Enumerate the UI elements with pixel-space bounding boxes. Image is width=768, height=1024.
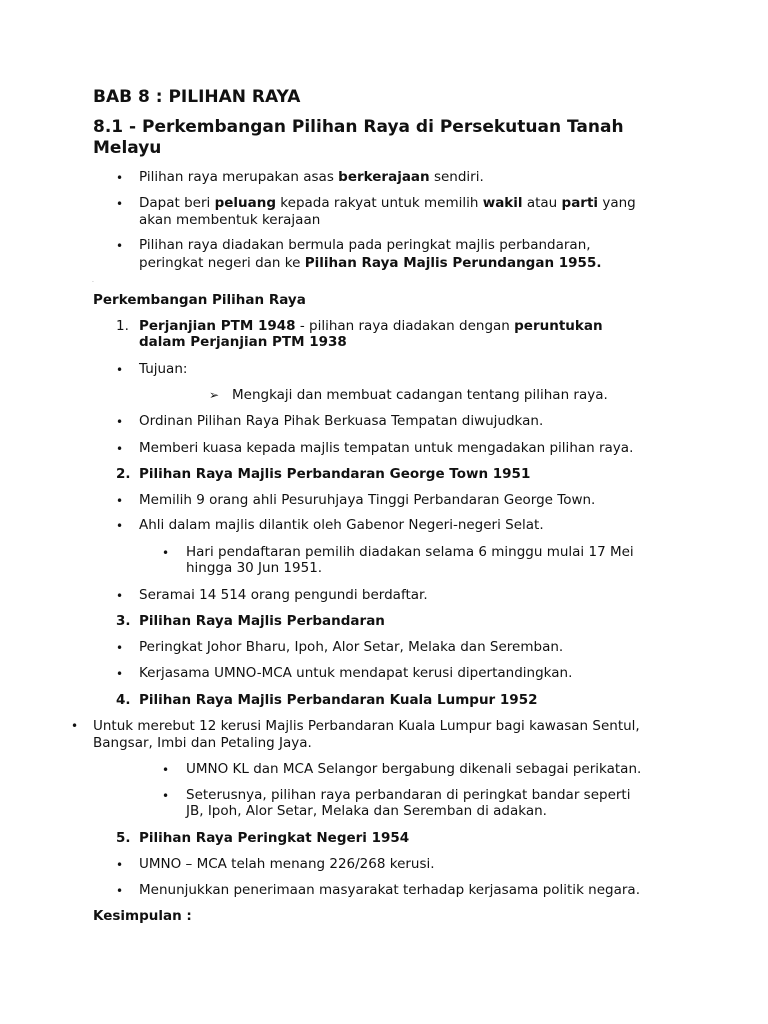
- bullet-icon: •: [116, 858, 124, 872]
- bullet-icon: •: [162, 763, 170, 777]
- bullet-icon: •: [162, 789, 170, 803]
- list-item: Untuk merebut 12 kerusi Majlis Perbandaran Kuala Lumpur bagi kawasan Sentul,: [93, 718, 640, 734]
- list-item: Tujuan:: [139, 361, 188, 377]
- list-item: Kerjasama UMNO-MCA untuk mendapat kerusi dipertandingkan.: [139, 665, 573, 681]
- numbered-item: Pilihan Raya Peringkat Negeri 1954: [139, 830, 410, 846]
- bullet-icon: •: [116, 363, 124, 377]
- list-item: Pilihan raya merupakan asas berkerajaan sendiri.: [139, 169, 484, 185]
- bullet-icon: •: [116, 442, 124, 456]
- list-item-continued: hingga 30 Jun 1951.: [186, 560, 323, 576]
- list-number: 5.: [116, 830, 131, 846]
- bullet-icon: •: [116, 494, 124, 508]
- page-title: BAB 8 : PILIHAN RAYA: [93, 87, 301, 107]
- arrow-bullet-icon: ➢: [209, 388, 220, 402]
- list-item: Memberi kuasa kepada majlis tempatan untuk mengadakan pilihan raya.: [139, 440, 634, 456]
- bullet-icon: •: [116, 667, 124, 681]
- numbered-item: Pilihan Raya Majlis Perbandaran George Town 1951: [139, 466, 531, 482]
- stray-dot: .: [92, 277, 94, 284]
- section-title-line1: 8.1 - Perkembangan Pilihan Raya di Persekutuan Tanah: [93, 117, 624, 137]
- list-item: Memilih 9 orang ahli Pesuruhjaya Tinggi Perbandaran George Town.: [139, 492, 596, 508]
- bullet-icon: •: [162, 546, 170, 560]
- list-item-continued: peringkat negeri dan ke Pilihan Raya Majlis Perundangan 1955.: [139, 255, 602, 271]
- list-item-continued: akan membentuk kerajaan: [139, 212, 321, 228]
- subsection-heading: Perkembangan Pilihan Raya: [93, 292, 306, 308]
- bullet-icon: •: [116, 197, 124, 211]
- list-number: 2.: [116, 466, 131, 482]
- list-item-continued: Bangsar, Imbi dan Petaling Jaya.: [93, 735, 312, 751]
- bullet-icon: •: [116, 641, 124, 655]
- list-item: Hari pendaftaran pemilih diadakan selama 6 minggu mulai 17 Mei: [186, 544, 634, 560]
- numbered-item-continued: dalam Perjanjian PTM 1938: [139, 334, 347, 350]
- list-item: Ahli dalam majlis dilantik oleh Gabenor Negeri-negeri Selat.: [139, 517, 544, 533]
- list-item: Menunjukkan penerimaan masyarakat terhadap kerjasama politik negara.: [139, 882, 640, 898]
- bullet-icon: •: [116, 171, 124, 185]
- list-item: Dapat beri peluang kepada rakyat untuk memilih wakil atau parti yang: [139, 195, 636, 211]
- numbered-item: Perjanjian PTM 1948 - pilihan raya diadakan dengan peruntukan: [139, 318, 603, 334]
- list-item: UMNO – MCA telah menang 226/268 kerusi.: [139, 856, 435, 872]
- bullet-icon: •: [116, 519, 124, 533]
- bullet-icon: •: [116, 239, 124, 253]
- list-item: Ordinan Pilihan Raya Pihak Berkuasa Tempatan diwujudkan.: [139, 413, 544, 429]
- numbered-item: Pilihan Raya Majlis Perbandaran Kuala Lumpur 1952: [139, 692, 538, 708]
- bullet-icon: •: [116, 415, 124, 429]
- list-item: UMNO KL dan MCA Selangor bergabung dikenali sebagai perikatan.: [186, 761, 642, 777]
- bullet-icon: •: [116, 589, 124, 603]
- list-number: 4.: [116, 692, 131, 708]
- bullet-icon: •: [71, 719, 79, 733]
- conclusion-heading: Kesimpulan :: [93, 908, 192, 924]
- list-item: Peringkat Johor Bharu, Ipoh, Alor Setar, Melaka dan Seremban.: [139, 639, 564, 655]
- numbered-item: Pilihan Raya Majlis Perbandaran: [139, 613, 385, 629]
- list-item: Mengkaji dan membuat cadangan tentang pilihan raya.: [232, 387, 608, 403]
- list-item: Pilihan raya diadakan bermula pada peringkat majlis perbandaran,: [139, 237, 591, 253]
- list-item: Seterusnya, pilihan raya perbandaran di peringkat bandar seperti: [186, 787, 631, 803]
- list-number: 3.: [116, 613, 131, 629]
- list-item: Seramai 14 514 orang pengundi berdaftar.: [139, 587, 428, 603]
- list-number: 1.: [116, 318, 129, 334]
- list-item-continued: JB, Ipoh, Alor Setar, Melaka dan Seremban di adakan.: [186, 803, 547, 819]
- bullet-icon: •: [116, 884, 124, 898]
- section-title-line2: Melayu: [93, 138, 162, 158]
